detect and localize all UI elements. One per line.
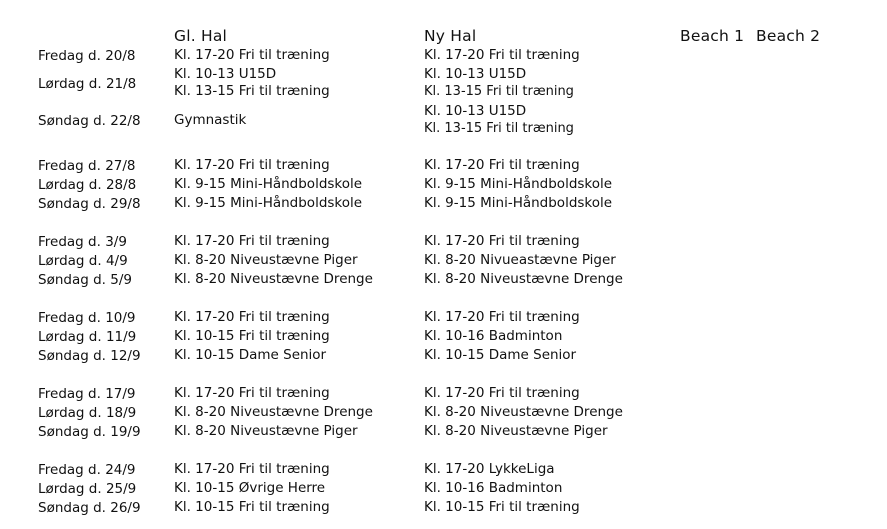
booking-entry: Kl. 8-20 Nivueastævne Piger: [424, 252, 616, 268]
day-label: Lørdag d. 18/9: [38, 405, 137, 421]
booking-entry: Kl. 17-20 Fri til træning: [424, 309, 580, 325]
ny-hal-cell: [424, 271, 623, 288]
day-label: Søndag d. 12/9: [38, 348, 141, 364]
header-gl-hal: Gl. Hal: [174, 27, 228, 45]
ny-hal-cell: [424, 461, 555, 478]
booking-entry: Kl. 10-15 Fri til træning: [424, 499, 580, 515]
day-label: Fredag d. 3/9: [38, 234, 127, 250]
booking-entry: Kl. 13-15 Fri til træning: [424, 121, 574, 136]
booking-entry: Kl. 8-20 Niveustævne Drenge: [174, 271, 373, 287]
day-label: Søndag d. 22/8: [38, 113, 141, 129]
day-label: Søndag d. 29/8: [38, 196, 141, 212]
day-label: Fredag d. 27/8: [38, 158, 136, 174]
booking-entry: Kl. 17-20 Fri til træning: [174, 309, 330, 325]
ny-hal-cell: [424, 233, 580, 250]
ny-hal-cell: [424, 347, 576, 364]
day-label: Lørdag d. 21/8: [38, 76, 137, 92]
booking-entry: Kl. 10-13 U15D: [424, 66, 527, 82]
booking-entry: Kl. 17-20 Fri til træning: [424, 47, 580, 63]
header-beach-1: Beach 1: [680, 27, 745, 45]
ny-hal-cell: [424, 47, 580, 64]
day-label: Fredag d. 20/8: [38, 48, 136, 64]
booking-entry: Kl. 8-20 Niveustævne Drenge: [424, 271, 623, 287]
header-ny-hal: Ny Hal: [424, 27, 477, 45]
gl-hal-cell: [174, 176, 362, 193]
booking-entry: Kl. 17-20 Fri til træning: [174, 47, 330, 63]
ny-hal-cell: [424, 385, 580, 402]
gl-hal-cell: [174, 499, 330, 516]
gl-hal-cell: [174, 195, 362, 212]
ny-hal-cell: [424, 328, 562, 345]
booking-entry: Kl. 10-15 Dame Senior: [424, 347, 577, 363]
booking-entry: Kl. 8-20 Niveustævne Drenge: [424, 404, 623, 420]
day-label: Fredag d. 10/9: [38, 310, 136, 326]
ny-hal-cell: [424, 252, 616, 269]
gl-hal-cell: [174, 404, 373, 421]
booking-entry: Kl. 17-20 Fri til træning: [424, 233, 580, 249]
gl-hal-cell: [174, 385, 330, 402]
gl-hal-cell: [174, 461, 330, 478]
ny-hal-cell: [424, 176, 612, 193]
gl-hal-cell: [174, 157, 330, 174]
day-label: Lørdag d. 25/9: [38, 481, 137, 497]
gl-hal-cell: [174, 47, 330, 64]
gl-hal-cell: [174, 347, 326, 364]
booking-entry: Kl. 13-15 Fri til træning: [424, 84, 574, 99]
booking-entry: Kl. 10-13 U15D: [424, 103, 527, 119]
day-label: Lørdag d. 11/9: [38, 329, 137, 345]
day-label: Fredag d. 17/9: [38, 386, 136, 402]
booking-entry: Kl. 10-16 Badminton: [424, 328, 563, 344]
booking-entry: Kl. 9-15 Mini-Håndboldskole: [424, 176, 613, 192]
booking-entry: Kl. 8-20 Niveustævne Piger: [174, 252, 358, 268]
booking-entry: Kl. 10-13 U15D: [174, 66, 277, 82]
gl-hal-cell: [174, 309, 330, 326]
day-label: Lørdag d. 4/9: [38, 253, 128, 269]
booking-entry: Kl. 10-15 Dame Senior: [174, 347, 327, 363]
gl-hal-cell: [174, 112, 246, 129]
booking-entry: Gymnastik: [174, 112, 247, 128]
booking-entry: Kl. 8-20 Niveustævne Piger: [424, 423, 608, 439]
ny-hal-cell: [424, 103, 574, 137]
gl-hal-cell: [174, 423, 358, 440]
gl-hal-cell: [174, 480, 325, 497]
booking-entry: Kl. 17-20 Fri til træning: [174, 157, 330, 173]
gl-hal-cell: [174, 252, 358, 269]
ny-hal-cell: [424, 404, 623, 421]
booking-entry: Kl. 17-20 Fri til træning: [174, 461, 330, 477]
booking-entry: Kl. 17-20 Fri til træning: [174, 385, 330, 401]
gl-hal-cell: [174, 233, 330, 250]
day-label: Søndag d. 5/9: [38, 272, 132, 288]
booking-entry: Kl. 10-15 Fri til træning: [174, 499, 330, 515]
ny-hal-cell: [424, 480, 562, 497]
booking-entry: Kl. 17-20 Fri til træning: [174, 233, 330, 249]
day-label: Fredag d. 24/9: [38, 462, 136, 478]
booking-entry: Kl. 10-15 Øvrige Herre: [174, 480, 326, 496]
booking-entry: Kl. 17-20 Fri til træning: [424, 157, 580, 173]
gl-hal-cell: [174, 328, 330, 345]
booking-entry: Kl. 17-20 LykkeLiga: [424, 461, 555, 477]
booking-entry: Kl. 8-20 Niveustævne Piger: [174, 423, 358, 439]
header-beach-2: Beach 2: [756, 27, 821, 45]
ny-hal-cell: [424, 195, 612, 212]
ny-hal-cell: [424, 157, 580, 174]
booking-entry: Kl. 9-15 Mini-Håndboldskole: [174, 195, 363, 211]
gl-hal-cell: [174, 66, 330, 100]
booking-entry: Kl. 8-20 Niveustævne Drenge: [174, 404, 373, 420]
booking-entry: Kl. 10-15 Fri til træning: [174, 328, 330, 344]
booking-entry: Kl. 9-15 Mini-Håndboldskole: [174, 176, 363, 192]
day-label: Søndag d. 26/9: [38, 500, 141, 516]
booking-entry: Kl. 17-20 Fri til træning: [424, 385, 580, 401]
gl-hal-cell: [174, 271, 373, 288]
ny-hal-cell: [424, 499, 580, 516]
day-label: Søndag d. 19/9: [38, 424, 141, 440]
ny-hal-cell: [424, 423, 608, 440]
booking-entry: Kl. 10-16 Badminton: [424, 480, 563, 496]
booking-entry: Kl. 13-15 Fri til træning: [174, 83, 330, 99]
booking-entry: Kl. 9-15 Mini-Håndboldskole: [424, 195, 613, 211]
ny-hal-cell: [424, 66, 574, 100]
ny-hal-cell: [424, 309, 580, 326]
day-label: Lørdag d. 28/8: [38, 177, 137, 193]
